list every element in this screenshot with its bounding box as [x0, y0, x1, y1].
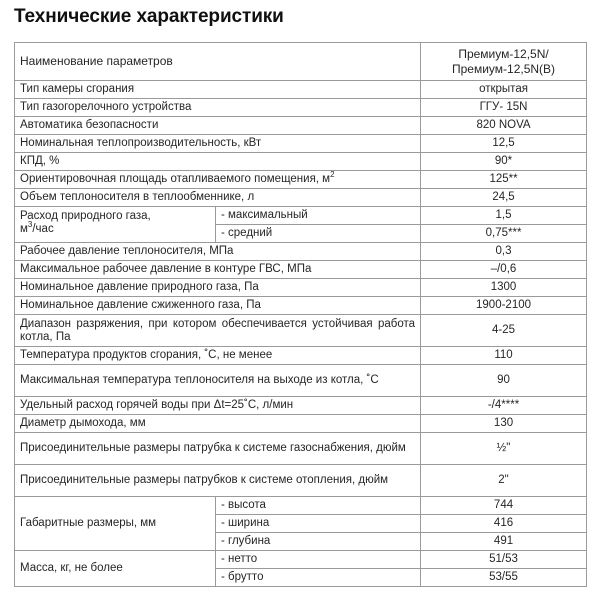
gas-consumption-line-1: Расход природного газа, — [20, 210, 151, 222]
page-title: Технические характеристики — [14, 6, 284, 27]
row-value: 0,3 — [421, 243, 587, 261]
row-value: 90 — [421, 365, 587, 397]
table-row — [15, 415, 587, 433]
table-row-gas-consumption-max — [15, 207, 587, 225]
sub-row-label: - максимальный — [216, 207, 421, 225]
gas-consumption-line-2 — [20, 220, 54, 235]
row-parameter: Номинальная теплопроизводительность, кВт — [15, 135, 421, 153]
row-value: ½" — [421, 433, 587, 465]
sub-row-value: 744 — [421, 497, 587, 515]
table-body — [15, 81, 587, 587]
table-row-dimensions-height — [15, 497, 587, 515]
row-parameter-gas-consumption — [15, 207, 216, 243]
row-parameter: Диаметр дымохода, мм — [15, 415, 421, 433]
gas-consumption-unit-superscript: 3 — [27, 220, 33, 230]
row-value: 110 — [421, 347, 587, 365]
table-row — [15, 153, 587, 171]
table-row — [15, 397, 587, 415]
table-row — [15, 189, 587, 207]
sub-row-value: 0,75*** — [421, 225, 587, 243]
row-parameter: Максимальная температура теплоносителя на выходе из котла, ˚С — [15, 365, 421, 397]
row-value: открытая — [421, 81, 587, 99]
table-row — [15, 243, 587, 261]
table-row — [15, 99, 587, 117]
sub-row-value: 416 — [421, 515, 587, 533]
row-parameter: Тип камеры сгорания — [15, 81, 421, 99]
row-parameter: Автоматика безопасности — [15, 117, 421, 135]
row-value: -/4**** — [421, 397, 587, 415]
sub-row-label: - глубина — [216, 533, 421, 551]
row-value: 820 NOVA — [421, 117, 587, 135]
row-parameter: КПД, % — [15, 153, 421, 171]
table-row — [15, 465, 587, 497]
row-value: 90* — [421, 153, 587, 171]
row-parameter-text: Ориентировочная площадь отапливаемого помещения, м — [20, 173, 331, 185]
row-parameter — [15, 171, 421, 189]
header-row — [15, 43, 587, 81]
table-row — [15, 365, 587, 397]
table-row — [15, 297, 587, 315]
row-value: 1300 — [421, 279, 587, 297]
table-header — [15, 43, 587, 81]
row-parameter-superscript: 2 — [330, 170, 335, 180]
row-parameter: Диапазон разряжения, при котором обеспечивается устойчивая работа котла, Па — [15, 315, 421, 347]
row-parameter: Удельный расход горячей воды при Δt=25˚С, л/мин — [15, 397, 421, 415]
sub-row-value: 53/55 — [421, 569, 587, 587]
table-row — [15, 117, 587, 135]
row-value: 24,5 — [421, 189, 587, 207]
row-parameter: Объем теплоносителя в теплообменнике, л — [15, 189, 421, 207]
header-model-line-2: Премиум-12,5N(B) — [451, 61, 556, 76]
sub-row-value: 1,5 — [421, 207, 587, 225]
gas-consumption-unit-suffix: /час — [32, 223, 54, 235]
table-row — [15, 135, 587, 153]
row-parameter: Номинальное давление сжиженного газа, Па — [15, 297, 421, 315]
header-model — [421, 43, 587, 81]
row-parameter: Номинальное давление природного газа, Па — [15, 279, 421, 297]
sub-row-label: - нетто — [216, 551, 421, 569]
sub-row-value: 51/53 — [421, 551, 587, 569]
specifications-table — [14, 42, 587, 587]
row-parameter-mass: Масса, кг, не более — [15, 551, 216, 587]
row-value: –/0,6 — [421, 261, 587, 279]
sub-row-label: - средний — [216, 225, 421, 243]
row-parameter-dimensions: Габаритные размеры, мм — [15, 497, 216, 551]
header-model-line-1: Премиум-12,5N/ — [458, 46, 549, 61]
sub-row-label: - высота — [216, 497, 421, 515]
table-row — [15, 261, 587, 279]
sub-row-label: - ширина — [216, 515, 421, 533]
row-value: 12,5 — [421, 135, 587, 153]
table-row — [15, 433, 587, 465]
row-value: 125** — [421, 171, 587, 189]
row-parameter: Присоединительные размеры патрубков к системе отопления, дюйм — [15, 465, 421, 497]
row-value: 4-25 — [421, 315, 587, 347]
row-parameter: Рабочее давление теплоносителя, МПа — [15, 243, 421, 261]
table-row — [15, 279, 587, 297]
row-parameter: Тип газогорелочного устройства — [15, 99, 421, 117]
row-value: 2" — [421, 465, 587, 497]
row-value: ГГУ- 15N — [421, 99, 587, 117]
table-row — [15, 81, 587, 99]
table-row — [15, 315, 587, 347]
row-parameter: Максимальное рабочее давление в контуре ГВС, МПа — [15, 261, 421, 279]
sub-row-label: - бруттo — [216, 569, 421, 587]
table-row — [15, 347, 587, 365]
row-parameter: Температура продуктов сгорания, ˚С, не менее — [15, 347, 421, 365]
header-parameter-name: Наименование параметров — [15, 43, 421, 81]
table-row-mass-net — [15, 551, 587, 569]
table-row — [15, 171, 587, 189]
sub-row-value: 491 — [421, 533, 587, 551]
row-value: 1900-2100 — [421, 297, 587, 315]
row-value: 130 — [421, 415, 587, 433]
gas-consumption-unit-prefix: м — [20, 223, 28, 235]
row-parameter: Присоединительные размеры патрубка к системе газоснабжения, дюйм — [15, 433, 421, 465]
